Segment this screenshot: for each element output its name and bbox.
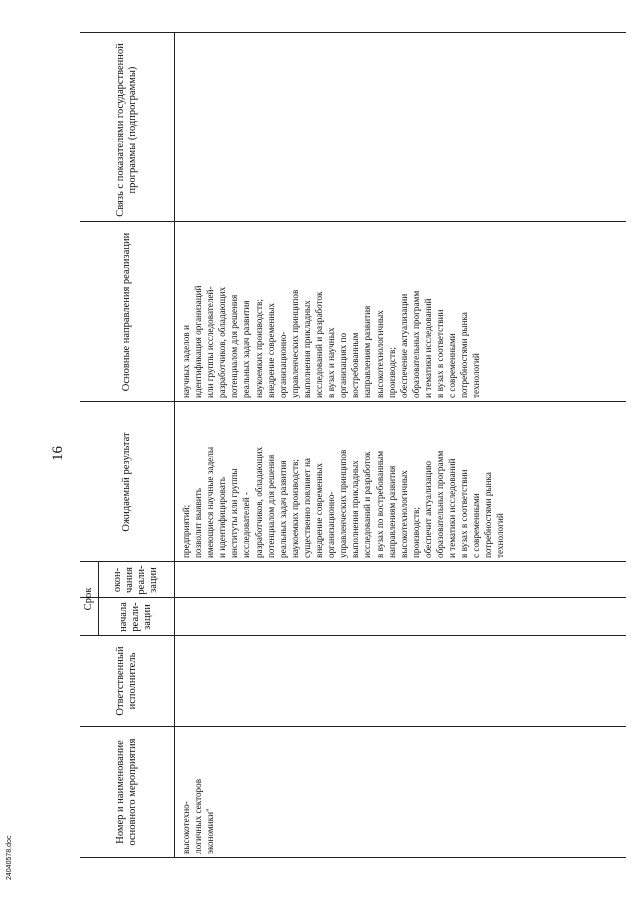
rotated-page [42, 27, 632, 880]
header-term: Срок [83, 587, 94, 611]
header-end: окон-чания реали-зации [112, 565, 159, 595]
cell-directions: научных заделов и идентификация организаций или группы исследователей- разработчиков, обладающих потенциалом для решения реальных задач развития наукоемких производств; внедрение современных организационно- управленческих принципов выполнения прикладных исследований и разработок в вузах и научных организациях по востребованным направлениям развития высокотехнологичных производств; обеспечение актуализации образовательных программ и тематики исследований в вузах в соответствии с современными потребностями рынка технологий [181, 285, 482, 398]
cell-result: предприятий; позволит выявить имеющиеся научные заделы и идентифицировать институты или группы исследователей - разработчиков, обладающих потенциалом для решения реальных задач развития наукоемких производств; существенно повлияет на внедрение современных организационно- управленческих принципов выполнения прикладных исследований и разработок в вузах по востребованным направлениям развития высокотехнологичных производств; обеспечит актуализацию образовательных программ и тематики исследований в вузах в соответствии с современными потребностями рынка технологий [181, 446, 506, 558]
header-executor: Ответственный исполнитель [115, 646, 138, 716]
cell-number-name: высокотехно- логичных секторов экономики" [181, 778, 216, 854]
header-result: Ожидаемый результат [121, 432, 132, 532]
header-link: Связь с показателями государственной программы (подпрограммы) [115, 43, 138, 217]
document-code: 24040578.doc [6, 835, 13, 880]
table [80, 33, 626, 858]
header-directions: Основные направления реализации [121, 232, 132, 392]
page-number: 16 [50, 446, 66, 461]
header-start: начала реали-зации [118, 602, 153, 632]
header-number-name: Номер и наименование основного мероприятия [115, 738, 138, 846]
